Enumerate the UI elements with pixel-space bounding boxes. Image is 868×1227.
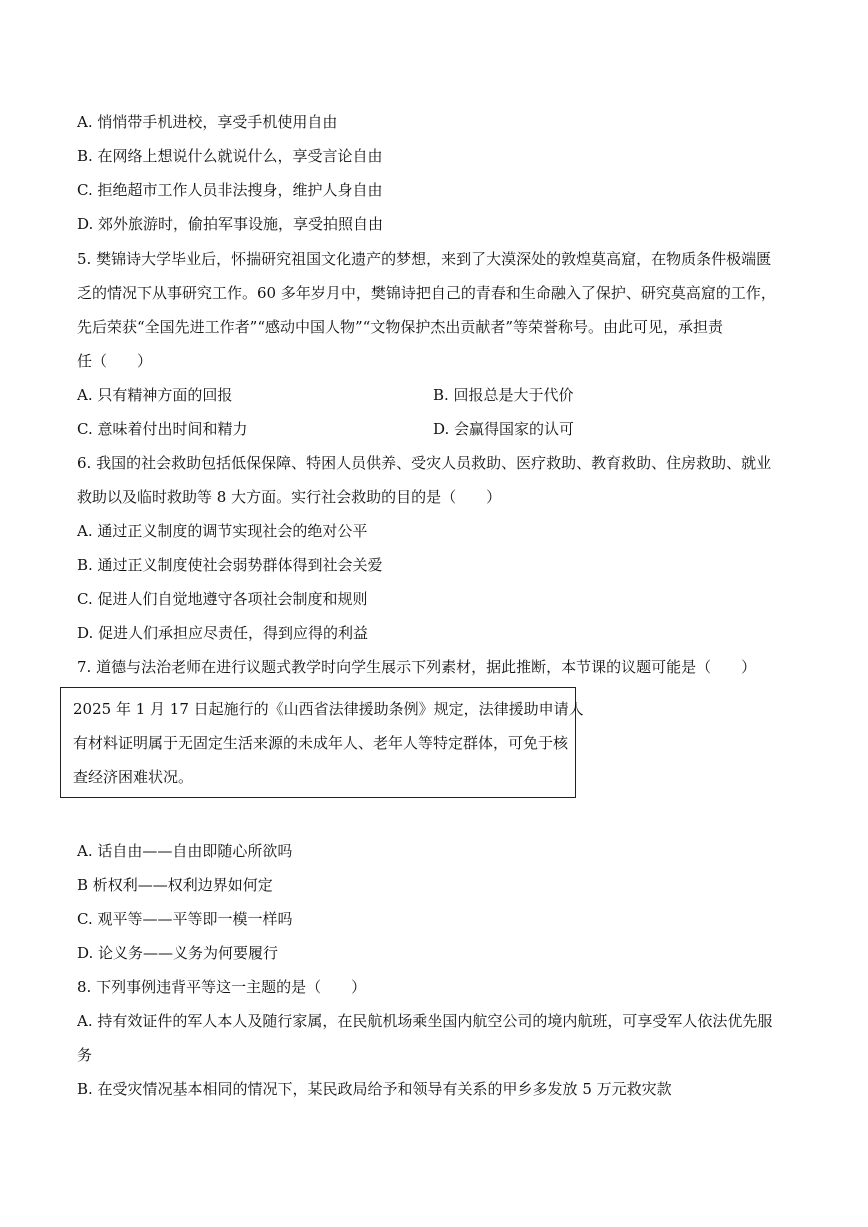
q5-stem-line-3: 先后荣获“全国先进工作者”“感动中国人物”“文物保护杰出贡献者”等荣誉称号。由此可见，承担责: [77, 318, 724, 336]
q6-option-d: D. 促进人们承担应尽责任，得到应得的利益: [77, 624, 369, 642]
q5-option-b: B. 回报总是大于代价: [433, 386, 574, 404]
q4-option-a: A. 悄悄带手机进校，享受手机使用自由: [77, 113, 338, 131]
q7-material-line-2: 有材料证明属于无固定生活来源的未成年人、老年人等特定群体，可免于核: [73, 734, 569, 752]
q6-stem-line-1: 6. 我国的社会救助包括低保保障、特困人员供养、受灾人员救助、医疗救助、教育救助、住房救助、就业: [77, 454, 772, 472]
q4-option-d: D. 郊外旅游时，偷拍军事设施，享受拍照自由: [77, 215, 384, 233]
q5-option-d: D. 会赢得国家的认可: [433, 420, 575, 438]
q6-stem-line-2: 救助以及临时救助等 8 大方面。实行社会救助的目的是（ ）: [77, 488, 502, 506]
q7-material-line-1: 2025 年 1 月 17 日起施行的《山西省法律援助条例》规定，法律援助申请人: [73, 700, 584, 718]
q5-stem-line-2: 乏的情况下从事研究工作。60 多年岁月中，樊锦诗把自己的青春和生命融入了保护、研究莫高窟的工作，: [77, 284, 776, 302]
q6-option-a: A. 通过正义制度的调节实现社会的绝对公平: [77, 522, 368, 540]
q4-option-b: B. 在网络上想说什么就说什么，享受言论自由: [77, 147, 383, 165]
q7-material-line-3: 查经济困难状况。: [73, 768, 194, 786]
q7-option-d: D. 论义务——义务为何要履行: [77, 944, 279, 962]
q7-stem: 7. 道德与法治老师在进行议题式教学时向学生展示下列素材，据此推断，本节课的议题可能是（ ）: [77, 658, 757, 676]
q8-option-a-line-2: 务: [77, 1046, 93, 1064]
q5-stem-line-4: 任（ ）: [77, 352, 153, 370]
q6-option-c: C. 促进人们自觉地遵守各项社会制度和规则: [77, 590, 368, 608]
q8-option-b: B. 在受灾情况基本相同的情况下，某民政局给予和领导有关系的甲乡多发放 5 万元救灾款: [77, 1080, 672, 1098]
q5-stem-line-1: 5. 樊锦诗大学毕业后，怀揣研究祖国文化遗产的梦想，来到了大漠深处的敦煌莫高窟，在物质条件极端匮: [77, 250, 772, 268]
q5-option-c: C. 意味着付出时间和精力: [77, 420, 248, 438]
q4-option-c: C. 拒绝超市工作人员非法搜身，维护人身自由: [77, 181, 383, 199]
q7-option-c: C. 观平等——平等即一模一样吗: [77, 910, 293, 928]
q5-option-a: A. 只有精神方面的回报: [77, 386, 233, 404]
q6-option-b: B. 通过正义制度使社会弱势群体得到社会关爱: [77, 556, 383, 574]
q8-stem: 8. 下列事例违背平等这一主题的是（ ）: [77, 978, 367, 996]
q7-material-box: [60, 687, 584, 798]
q8-option-a-line-1: A. 持有效证件的军人本人及随行家属，在民航机场乘坐国内航空公司的境内航班，可享受军人依法优先服: [77, 1012, 773, 1030]
q7-option-a: A. 话自由——自由即随心所欲吗: [77, 842, 293, 860]
q7-option-b: B 析权利——权利边界如何定: [77, 876, 273, 894]
